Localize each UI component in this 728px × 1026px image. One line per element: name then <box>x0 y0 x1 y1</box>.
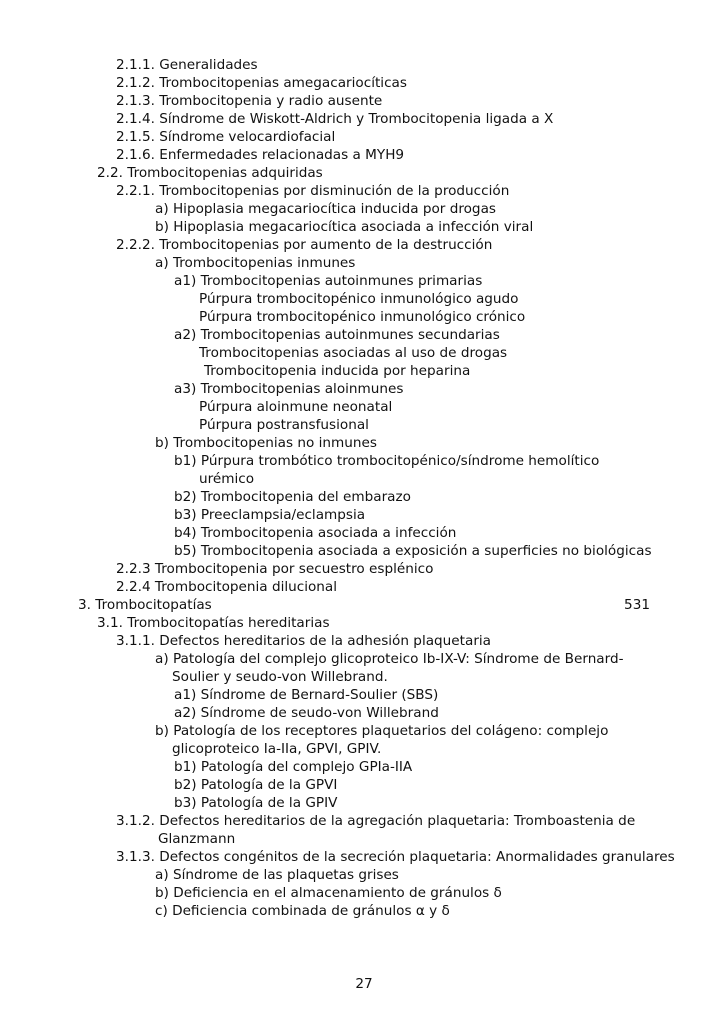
toc-entry-text: Trombocitopenias asociadas al uso de drogas <box>199 345 508 361</box>
toc-entry-text: a) Hipoplasia megacariocítica inducida por drogas <box>155 201 496 217</box>
toc-entry-text: a3) Trombocitopenias aloinmunes <box>174 381 404 397</box>
toc-entry <box>0 272 728 290</box>
toc-entry-text: Púrpura trombocitopénico inmunológico agudo <box>199 291 519 307</box>
toc-entry <box>0 560 728 578</box>
toc-entry-text: 3.1. Trombocitopatías hereditarias <box>97 615 330 631</box>
toc-entry-text: b3) Patología de la GPIV <box>174 795 338 811</box>
toc-entry <box>0 650 728 668</box>
toc-entry-text: a) Síndrome de las plaquetas grises <box>155 867 399 883</box>
toc-entry-text: 2.1.6. Enfermedades relacionadas a MYH9 <box>116 147 405 163</box>
toc-entry <box>0 578 728 596</box>
toc-entry-text: a2) Trombocitopenias autoinmunes secundarias <box>174 327 500 343</box>
toc-entry <box>0 254 728 272</box>
toc-entry-text: a1) Síndrome de Bernard-Soulier (SBS) <box>174 687 439 703</box>
toc-entry-text: 3.1.3. Defectos congénitos de la secreción plaquetaria: Anormalidades granulares <box>116 849 675 865</box>
toc-entry <box>0 776 728 794</box>
toc-entry-text: 3. Trombocitopatías <box>78 597 212 613</box>
toc-entry <box>0 812 728 830</box>
toc-entry <box>0 128 728 146</box>
toc-entry <box>0 866 728 884</box>
toc-entry <box>0 236 728 254</box>
toc-entry-text: a1) Trombocitopenias autoinmunes primarias <box>174 273 483 289</box>
toc-entry-text: 2.2. Trombocitopenias adquiridas <box>97 165 323 181</box>
toc-entry-text: b5) Trombocitopenia asociada a exposición a superficies no biológicas <box>174 543 652 559</box>
toc-entry-text: 2.1.5. Síndrome velocardiofacial <box>116 129 336 145</box>
toc-entry <box>0 380 728 398</box>
toc-entry <box>0 506 728 524</box>
toc-entry-text: b2) Trombocitopenia del embarazo <box>174 489 411 505</box>
toc-entry <box>0 488 728 506</box>
toc-entry-page: 531 <box>624 597 650 613</box>
toc-entry <box>0 686 728 704</box>
toc-entry-text: b2) Patología de la GPVI <box>174 777 338 793</box>
toc-entry-text: Púrpura trombocitopénico inmunológico crónico <box>199 309 526 325</box>
toc-entry-text: a) Trombocitopenias inmunes <box>155 255 356 271</box>
toc-entry-text: a2) Síndrome de seudo-von Willebrand <box>174 705 439 721</box>
toc-entry-text: Púrpura postransfusional <box>199 417 369 433</box>
toc-entry <box>0 218 728 236</box>
toc-entry <box>0 758 728 776</box>
toc-entry-text: 2.2.1. Trombocitopenias por disminución de la producción <box>116 183 510 199</box>
toc-entry <box>0 470 728 488</box>
toc-entry-text: b) Trombocitopenias no inmunes <box>155 435 377 451</box>
toc-entry <box>0 182 728 200</box>
toc-entry <box>0 146 728 164</box>
toc-entry <box>0 74 728 92</box>
toc-entry-text: Púrpura aloinmune neonatal <box>199 399 393 415</box>
toc-entry <box>0 200 728 218</box>
toc-entry-text: Soulier y seudo-von Willebrand. <box>172 669 388 685</box>
toc-entry <box>0 614 728 632</box>
toc-entry <box>0 92 728 110</box>
toc-entry-text: urémico <box>199 471 255 487</box>
toc-entry-text: 2.2.4 Trombocitopenia dilucional <box>116 579 338 595</box>
toc-entry <box>0 596 728 614</box>
toc-entry-text: b) Deficiencia en el almacenamiento de gránulos δ <box>155 885 502 901</box>
toc-entry-text: 2.2.3 Trombocitopenia por secuestro esplénico <box>116 561 434 577</box>
toc-entry <box>0 452 728 470</box>
toc-entry-text: c) Deficiencia combinada de gránulos α y δ <box>155 903 450 919</box>
toc-entry <box>0 722 728 740</box>
toc-entry <box>0 884 728 902</box>
toc-entry <box>0 398 728 416</box>
toc-entry <box>0 794 728 812</box>
toc-entry <box>0 110 728 128</box>
table-of-contents <box>0 56 728 920</box>
toc-entry <box>0 290 728 308</box>
toc-entry-text: b1) Púrpura trombótico trombocitopénico/síndrome hemolítico <box>174 453 600 469</box>
toc-entry-text: Glanzmann <box>158 831 236 847</box>
toc-entry-text: b) Patología de los receptores plaquetarios del colágeno: complejo <box>155 723 609 739</box>
toc-entry <box>0 668 728 686</box>
toc-entry-text: 2.1.3. Trombocitopenia y radio ausente <box>116 93 383 109</box>
toc-entry-text: b3) Preeclampsia/eclampsia <box>174 507 366 523</box>
toc-entry <box>0 542 728 560</box>
toc-entry <box>0 308 728 326</box>
page-number: 27 <box>355 976 373 992</box>
toc-entry <box>0 326 728 344</box>
toc-entry-text: b1) Patología del complejo GPIa-IIA <box>174 759 413 775</box>
toc-entry-text: 2.1.2. Trombocitopenias amegacariocíticas <box>116 75 407 91</box>
toc-entry <box>0 416 728 434</box>
toc-entry-text: a) Patología del complejo glicoproteico Ib-IX-V: Síndrome de Bernard- <box>155 651 624 667</box>
toc-entry-text: b4) Trombocitopenia asociada a infección <box>174 525 457 541</box>
toc-entry-text: 2.1.1. Generalidades <box>116 57 258 73</box>
toc-entry-text: b) Hipoplasia megacariocítica asociada a infección viral <box>155 219 534 235</box>
toc-entry <box>0 632 728 650</box>
toc-entry-text: Trombocitopenia inducida por heparina <box>204 363 471 379</box>
toc-entry <box>0 704 728 722</box>
toc-entry <box>0 524 728 542</box>
toc-entry <box>0 56 728 74</box>
toc-entry-text: 3.1.1. Defectos hereditarios de la adhesión plaquetaria <box>116 633 492 649</box>
toc-entry <box>0 164 728 182</box>
toc-entry-text: 3.1.2. Defectos hereditarios de la agregación plaquetaria: Tromboastenia de <box>116 813 636 829</box>
toc-entry <box>0 902 728 920</box>
toc-entry <box>0 740 728 758</box>
toc-entry <box>0 434 728 452</box>
toc-entry <box>0 362 728 380</box>
toc-entry-text: 2.1.4. Síndrome de Wiskott-Aldrich y Trombocitopenia ligada a X <box>116 111 554 127</box>
toc-entry-text: glicoproteico Ia-IIa, GPVI, GPIV. <box>172 741 382 757</box>
toc-entry <box>0 830 728 848</box>
toc-entry-text: 2.2.2. Trombocitopenias por aumento de la destrucción <box>116 237 493 253</box>
toc-entry <box>0 344 728 362</box>
toc-entry <box>0 848 728 866</box>
